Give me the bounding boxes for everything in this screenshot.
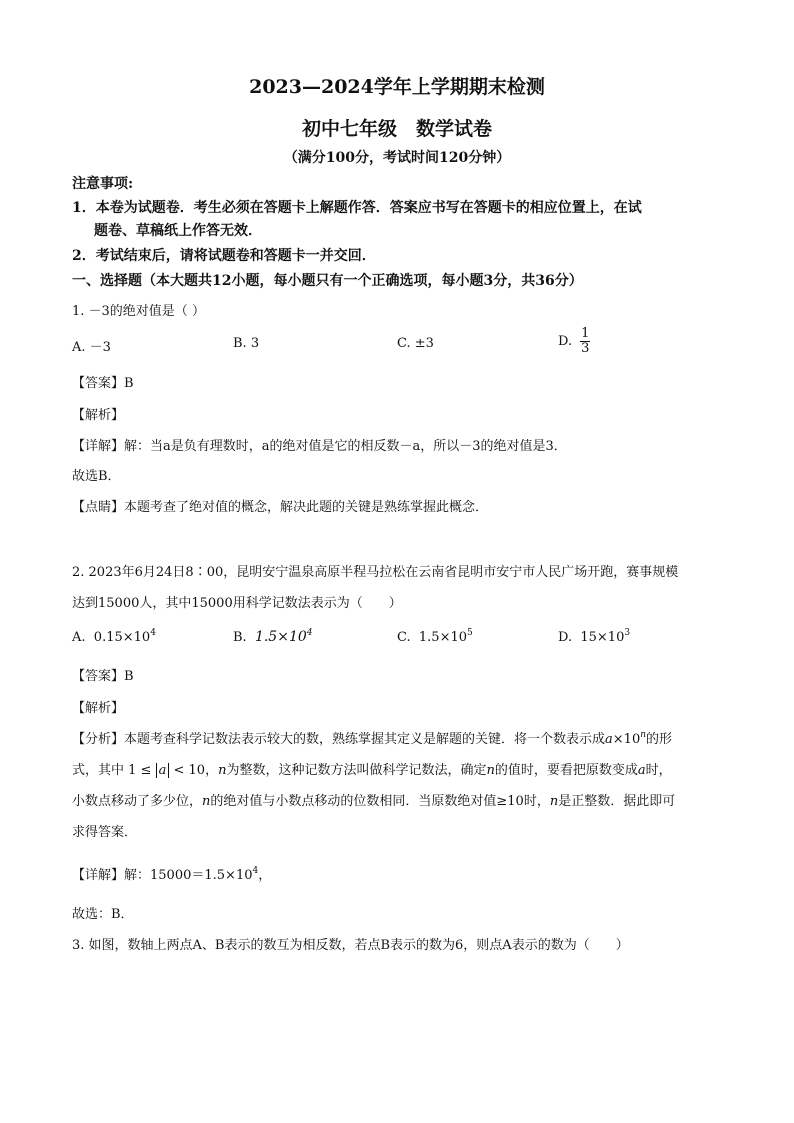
math-exponent: n [640, 730, 647, 740]
math-var: a [605, 732, 613, 747]
q2-option-b-label: B. [233, 630, 247, 645]
text-segment: 为整数，这种记数方法叫做科学记数法，确定 [226, 763, 487, 778]
math-text: 15000＝1.5×10 [150, 868, 253, 883]
absolute-value-a: a [156, 763, 170, 778]
math-text: ×10 [612, 732, 641, 747]
fraction-one-third [580, 327, 590, 356]
q1-option-a: A. －3 [72, 340, 111, 355]
q1-option-d [558, 327, 590, 356]
notice-heading: 注意事项: [72, 176, 134, 192]
text-segment: 的值时，要看把原数变成 [494, 763, 638, 778]
q2-fenxi-line-4: 求得答案． [72, 825, 138, 840]
math-var: a [637, 763, 646, 778]
q2-analysis: 【解析】 [72, 701, 125, 716]
q2-option-c-value: 1.5×10 [418, 630, 467, 645]
notice-item-2: 2．考试结束后，请将试题卷和答题卡一并交回． [72, 248, 376, 264]
text-segment: 式，其中 [72, 763, 125, 778]
q2-option-b-value: 1.5×10 [254, 629, 307, 645]
q2-option-a-label: A. [72, 630, 86, 645]
math-text: 1 ≤ [128, 763, 152, 778]
q1-stem: 1. －3的绝对值是（ ） [72, 304, 205, 319]
q2-fenxi-line-3 [72, 790, 675, 809]
q2-option-d-exponent: 3 [624, 628, 631, 638]
text-segment: 的形 [646, 732, 673, 747]
q1-analysis: 【解析】 [72, 408, 125, 423]
exam-subtitle: 初中七年级 数学试卷 [301, 118, 492, 140]
q2-option-d [558, 628, 630, 645]
q2-detail [72, 864, 271, 883]
text-segment: 小数点移动了多少位， [72, 794, 203, 809]
text-segment: ， [205, 763, 219, 778]
q2-fenxi-line-1 [72, 728, 672, 747]
q3-stem: 3. 如图，数轴上两点A、B表示的数互为相反数，若点B表示的数为6，则点A表示的数为（ ） [72, 938, 629, 953]
q2-option-a-exponent: 4 [150, 628, 156, 638]
q1-answer: 【答案】B [72, 376, 134, 391]
q2-option-a-value: 0.15×10 [93, 630, 151, 645]
q2-stem: 2. 2023年6月24日8∶00，昆明安宁温泉高原半程马拉松在云南省昆明市安宁市人民广场开跑，赛事规模 [72, 565, 679, 580]
q2-option-d-label: D. [558, 630, 573, 645]
q2-fenxi-line-2 [72, 759, 672, 778]
fraction-numerator: 1 [581, 326, 590, 341]
q2-stem-cont: 达到15000人，其中15000用科学记数法表示为（ ） [72, 596, 402, 611]
q1-option-b: B. 3 [233, 336, 260, 351]
q2-option-a [72, 628, 156, 645]
q2-answer: 【答案】B [72, 669, 134, 684]
q2-option-b [233, 628, 313, 645]
text-segment: ， [258, 868, 272, 883]
text-segment: 的绝对值与小数点移动的位数相同．当原数绝对值≥10时， [210, 794, 550, 809]
exam-info: （满分100分，考试时间120分钟） [283, 150, 511, 166]
notice-item-1: 1．本卷为试题卷．考生必须在答题卡上解题作答．答案应书写在答题卡的相应位置上，在试 [72, 200, 642, 216]
exam-title: 2023—2024学年上学期期末检测 [249, 76, 545, 98]
text-segment: 时， [645, 763, 672, 778]
q1-choose: 故选B． [72, 469, 121, 484]
q2-option-d-value: 15×10 [580, 630, 625, 645]
q2-option-c [397, 628, 473, 645]
math-var: n [549, 794, 559, 809]
math-exponent: 4 [252, 866, 259, 876]
q1-option-c: C. ±3 [397, 336, 434, 351]
section-heading: 一、选择题（本大题共12小题，每小题只有一个正确选项，每小题3分，共36分） [72, 273, 583, 289]
math-var: n [202, 794, 211, 809]
q2-option-c-exponent: 5 [467, 628, 473, 638]
q2-choose: 故选：B． [72, 907, 134, 922]
q1-detail: 【详解】解：当a是负有理数时，a的绝对值是它的相反数－a，所以－3的绝对值是3． [72, 439, 567, 454]
q2-option-c-label: C. [397, 630, 411, 645]
text-segment: 【详解】解： [72, 868, 151, 883]
q1-comment: 【点睛】本题考查了绝对值的概念，解决此题的关键是熟练掌握此概念． [72, 500, 489, 515]
math-var: n [486, 763, 495, 778]
q1-option-d-label: D. [558, 334, 573, 349]
q2-option-b-exponent: 4 [306, 628, 313, 638]
math-var: n [218, 763, 227, 778]
text-segment: 【分析】本题考查科学记数法表示较大的数，熟练掌握其定义是解题的关键．将一个数表示成 [72, 732, 606, 747]
text-segment: 是正整数．据此即可 [558, 794, 676, 809]
fraction-denominator: 3 [581, 341, 590, 356]
math-text: < 10 [173, 763, 206, 778]
notice-item-1-cont: 题卷、草稿纸上作答无效． [94, 223, 262, 239]
